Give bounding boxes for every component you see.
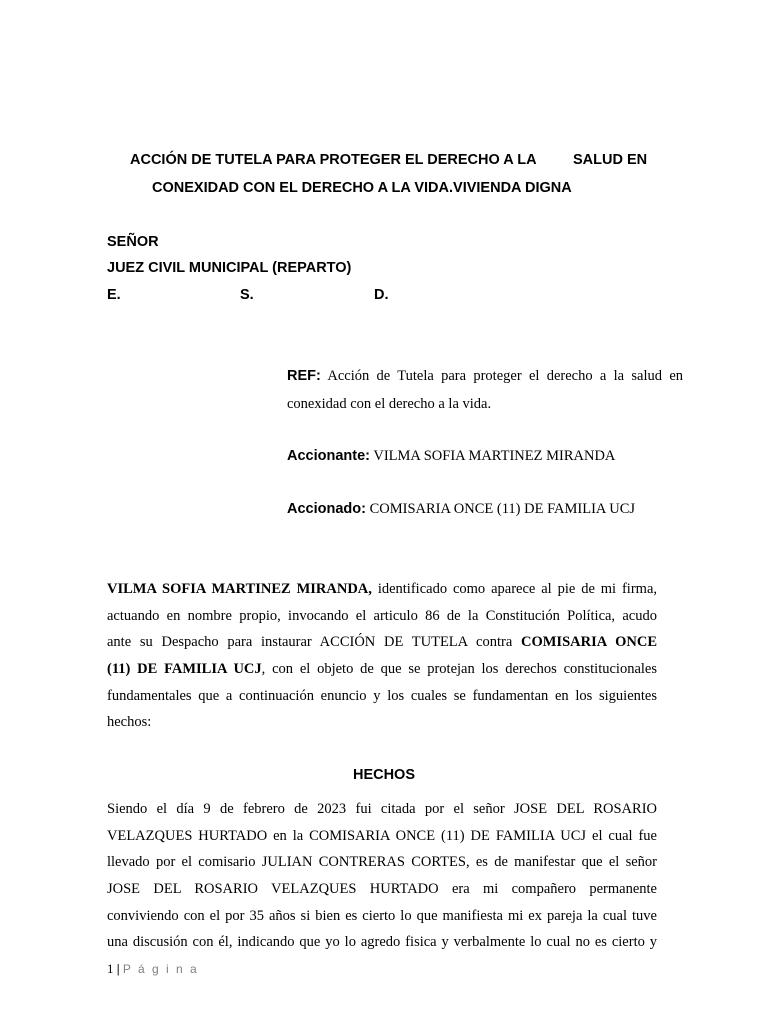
hechos-line: una discusión con él, indicando que yo lo agredo fisica y verbalmente lo cual no es cierto y: [107, 934, 657, 951]
hechos-line: VELAZQUES HURTADO en la COMISARIA ONCE (11) DE FAMILIA UCJ el cual fue: [107, 827, 657, 844]
intro-line-4: [107, 656, 657, 683]
intro-line-6: hechos:: [107, 714, 152, 731]
intro-line-1-text: identificado como aparece al pie de mi firma,: [377, 581, 657, 597]
reference-block: [287, 362, 683, 418]
hechos-line: conviviendo con el por 35 años si bien es cierto lo que manifiesta mi ex pareja la cual tuve: [107, 907, 657, 924]
addressee-e: E.: [107, 287, 121, 303]
intro-paragraph: [107, 576, 657, 736]
intro-respondent-name: COMISARIA ONCE: [521, 634, 657, 651]
page-word: P á g i n a: [122, 962, 199, 976]
hechos-paragraph: [107, 796, 657, 956]
accionado-label: Accionado:: [287, 501, 366, 517]
hechos-heading: HECHOS: [352, 767, 416, 783]
intro-line-3: [107, 629, 657, 656]
accionante-label: Accionante:: [287, 448, 370, 464]
page-footer: [107, 961, 199, 977]
accionado-value: COMISARIA ONCE (11) DE FAMILIA UCJ: [369, 501, 636, 517]
title-line-2-text: CONEXIDAD CON EL DERECHO A LA VIDA.VIVIENDA DIGNA: [152, 180, 572, 196]
title-line-1-part-2: SALUD EN: [573, 152, 648, 168]
accionante-line: [287, 442, 683, 470]
accionado-line: [287, 495, 683, 523]
title-line-1-part-1: ACCIÓN DE TUTELA PARA PROTEGER EL DERECHO A LA: [130, 152, 537, 168]
reference-line-2: conexidad con el derecho a la vida.: [287, 396, 492, 412]
hechos-line: llevado por el comisario JULIAN CONTRERAS CORTES, es de manifestar que el señor: [107, 854, 657, 871]
hechos-line: JOSE DEL ROSARIO VELAZQUES HURTADO era mi compañero permanente: [107, 881, 657, 898]
addressee-d: D.: [374, 287, 389, 303]
footer-separator: |: [116, 961, 120, 976]
intro-line-2: actuando en nombre propio, invocando el articulo 86 de la Constitución Política, acudo: [107, 607, 657, 624]
hechos-line: Siendo el día 9 de febrero de 2023 fui citada por el señor JOSE DEL ROSARIO: [107, 801, 657, 817]
intro-petitioner-name: VILMA SOFIA MARTINEZ MIRANDA,: [107, 581, 372, 597]
intro-respondent-name-2: (11) DE FAMILIA UCJ: [107, 661, 262, 678]
addressee-line-1: SEÑOR: [107, 234, 159, 250]
reference-label: REF:: [287, 368, 321, 384]
intro-line-3-text: ante su Despacho para instaurar ACCIÓN DE TUTELA contra: [107, 634, 513, 651]
page-number: 1: [107, 961, 114, 976]
intro-line-4-text: , con el objeto de que se protejan los derechos constitucionales: [261, 661, 657, 678]
accionante-value: VILMA SOFIA MARTINEZ MIRANDA: [373, 448, 616, 464]
reference-text-1: Acción de Tutela para proteger el derecho a la salud en: [327, 368, 684, 384]
intro-line-5: fundamentales que a continuación enuncio y los cuales se fundamentan en los siguientes: [107, 687, 657, 704]
addressee-line-2: JUEZ CIVIL MUNICIPAL (REPARTO): [107, 260, 352, 276]
reference-line-1: [287, 362, 683, 390]
intro-line-1: [107, 576, 657, 603]
addressee-s: S.: [240, 287, 254, 303]
